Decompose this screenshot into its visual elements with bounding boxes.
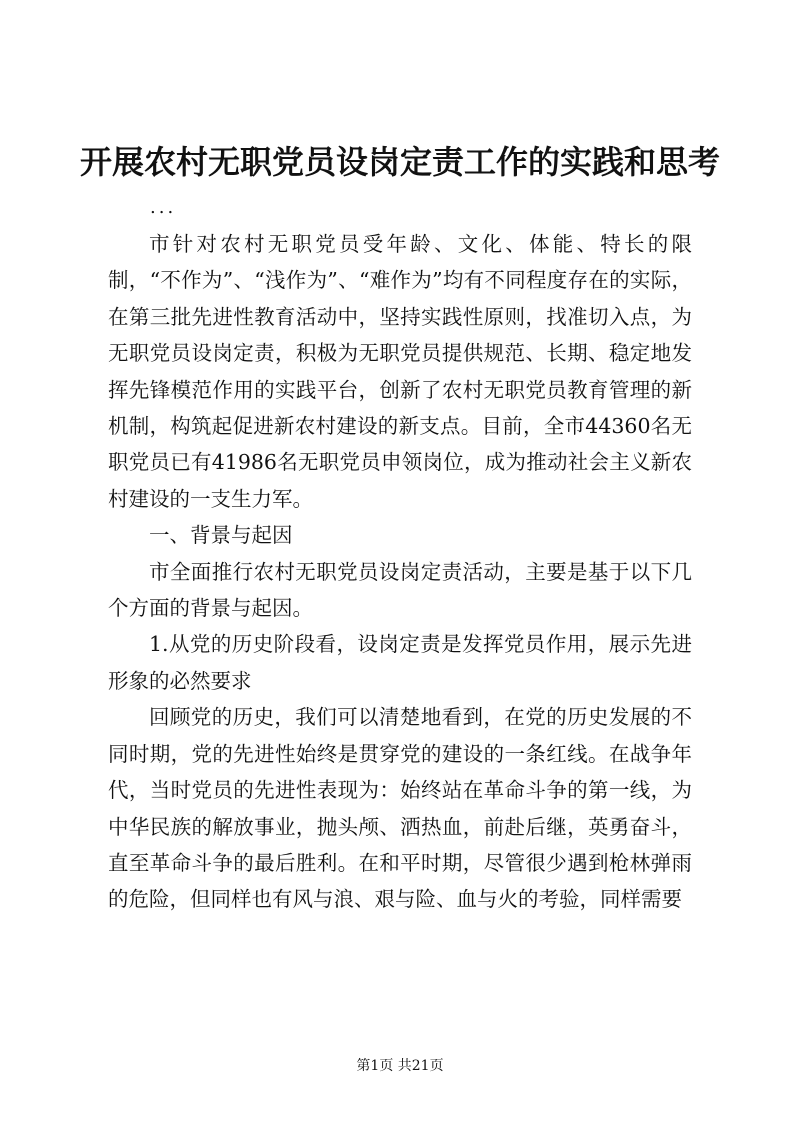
paragraph-background: 市全面推行农村无职党员设岗定责活动，主要是基于以下几个方面的背景与起因。: [108, 559, 692, 621]
document-body: [108, 226, 692, 918]
document-title: 开展农村无职党员设岗定责工作的实践和思考: [79, 143, 720, 181]
ellipsis-marker: ...: [150, 197, 177, 218]
section-heading: 一、背景与起因: [149, 523, 293, 548]
page-number-footer: 第1页 共21页: [356, 1058, 444, 1074]
paragraph-intro: 市针对农村无职党员受年龄、文化、体能、特长的限制，“不作为”、“浅作为”、“难作为”均有不同程度存在的实际，在第三批先进性教育活动中，坚持实践性原则，找准切入点，为无职党员设岗定责，积极为无职党员提供规范、长期、稳定地发挥先锋模范作用的实践平台，创新了农村无职党员教育管理的新机制，构筑起促进新农村建设的新支点。目前，全市44360名无职党员已有41986名无职党员申领岗位，成为推动社会主义新农村建设的一支生力军。: [108, 232, 692, 511]
paragraph-history: 回顾党的历史，我们可以清楚地看到，在党的历史发展的不同时期，党的先进性始终是贯穿党的建设的一条红线。在战争年代，当时党员的先进性表现为：始终站在革命斗争的第一线，为中华民族的解放事业，抛头颅、洒热血，前赴后继，英勇奋斗，直至革命斗争的最后胜利。在和平时期，尽管很少遇到枪林弹雨的危险，但同样也有风与浪、艰与险、血与火的考验，同样需要: [108, 705, 692, 912]
subsection-heading: 1.从党的历史阶段看，设岗定责是发挥党员作用，展示先进形象的必然要求: [108, 632, 692, 693]
